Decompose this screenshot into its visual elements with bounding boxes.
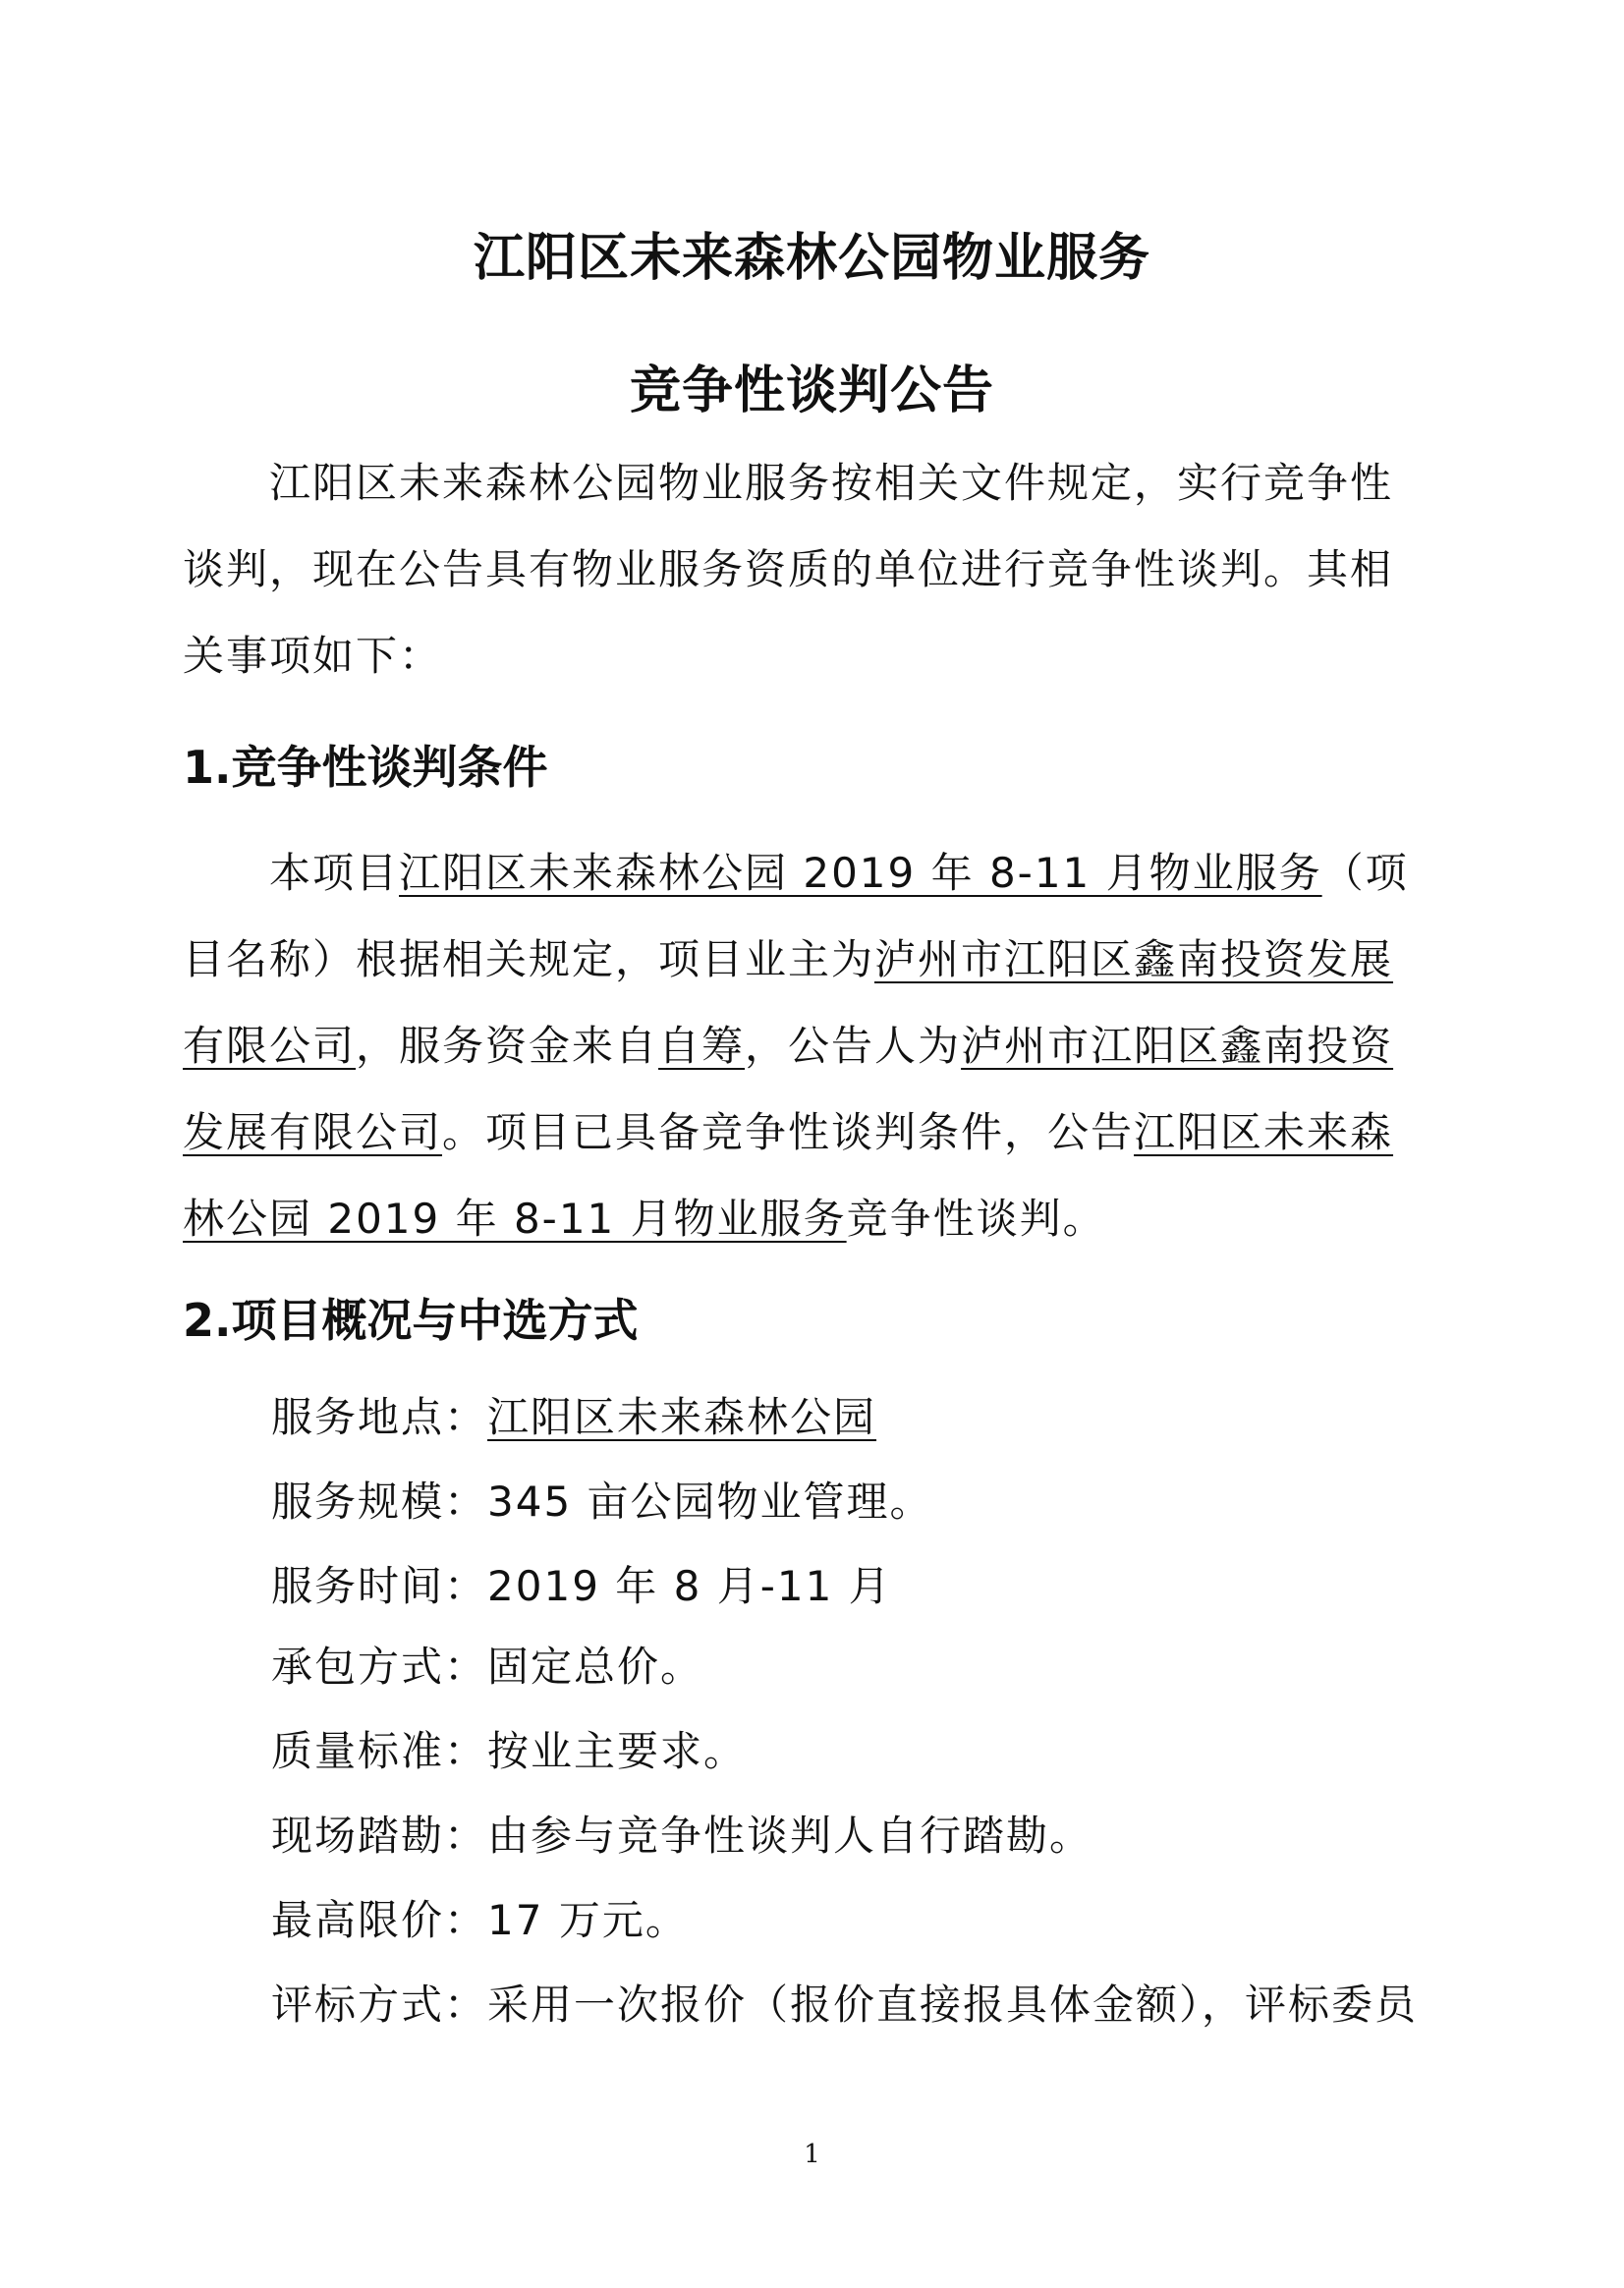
section1-text-1: 本项目 — [269, 849, 400, 897]
page-number: 1 — [804, 2140, 820, 2169]
item-value: 345 亩公园物业管理。 — [487, 1478, 933, 1526]
page-title-line2: 竞争性谈判公告 — [629, 362, 994, 420]
item-separator: ： — [444, 1896, 488, 1944]
section1-text-2: （项目名称）根据相关规定，项目业主为 — [183, 849, 1409, 983]
section1-paragraph — [183, 830, 1430, 1262]
item-value: 由参与竞争性谈判人自行踏勘。 — [487, 1812, 1093, 1860]
item-label: 最高限价 — [271, 1896, 445, 1944]
item-label: 承包方式 — [271, 1643, 445, 1691]
section1-text-3: ，服务资金来自 — [356, 1022, 659, 1070]
intro-paragraph: 江阳区未来森林公园物业服务按相关文件规定，实行竞争性谈判，现在公告具有物业服务资质的单位进行竞争性谈判。其相关事项如下： — [183, 459, 1394, 680]
item-separator: ： — [444, 1643, 488, 1691]
item-label: 服务地点 — [271, 1393, 445, 1441]
section1-text-6: 竞争性谈判。 — [846, 1195, 1106, 1243]
overview-item-quality — [271, 1719, 747, 1778]
section1-text-4: ，公告人为 — [745, 1022, 962, 1070]
item-value: 17 万元。 — [487, 1896, 689, 1944]
fund-source: 自筹 — [658, 1022, 746, 1070]
project-owner: 泸州市江阳区鑫南投资发展有限公司 — [183, 935, 1394, 1070]
overview-item-period — [271, 1554, 892, 1613]
item-separator: ： — [444, 1562, 488, 1610]
section1-heading: 1.竞争性谈判条件 — [183, 741, 548, 794]
section2-heading: 2.项目概况与中选方式 — [183, 1294, 639, 1347]
project-name: 江阳区未来森林公园 2019 年 8-11 月物业服务 — [399, 849, 1322, 897]
item-value: 采用一次报价（报价直接报具体金额），评标委员 — [487, 1981, 1419, 2029]
item-label: 评标方式 — [271, 1981, 445, 2029]
announcer: 泸州市江阳区鑫南投资发展有限公司 — [183, 1022, 1394, 1156]
overview-item-location — [271, 1385, 876, 1444]
overview-item-price-cap — [271, 1888, 689, 1947]
item-separator: ： — [444, 1727, 488, 1775]
item-separator: ： — [444, 1981, 488, 2029]
overview-item-evaluation — [271, 1973, 1418, 2032]
item-value: 固定总价。 — [487, 1643, 704, 1691]
item-value: 江阳区未来森林公园 — [487, 1393, 877, 1441]
item-value: 2019 年 8 月-11 月 — [487, 1562, 892, 1610]
item-label: 现场踏勘 — [271, 1812, 445, 1860]
project-name-2: 江阳区未来森林公园 2019 年 8-11 月物业服务 — [183, 1108, 1394, 1243]
item-value: 按业主要求。 — [487, 1727, 748, 1775]
item-separator: ： — [444, 1812, 488, 1860]
overview-item-site-visit — [271, 1804, 1092, 1863]
overview-item-contract-type — [271, 1635, 703, 1694]
item-separator: ： — [444, 1393, 488, 1441]
item-label: 服务规模 — [271, 1478, 445, 1526]
item-label: 质量标准 — [271, 1727, 445, 1775]
item-separator: ： — [444, 1478, 488, 1526]
item-label: 服务时间 — [271, 1562, 445, 1610]
overview-item-scale — [271, 1470, 933, 1529]
page-title-line1: 江阳区未来森林公园物业服务 — [473, 229, 1150, 288]
section1-text-5: 。项目已具备竞争性谈判条件，公告 — [442, 1108, 1135, 1156]
